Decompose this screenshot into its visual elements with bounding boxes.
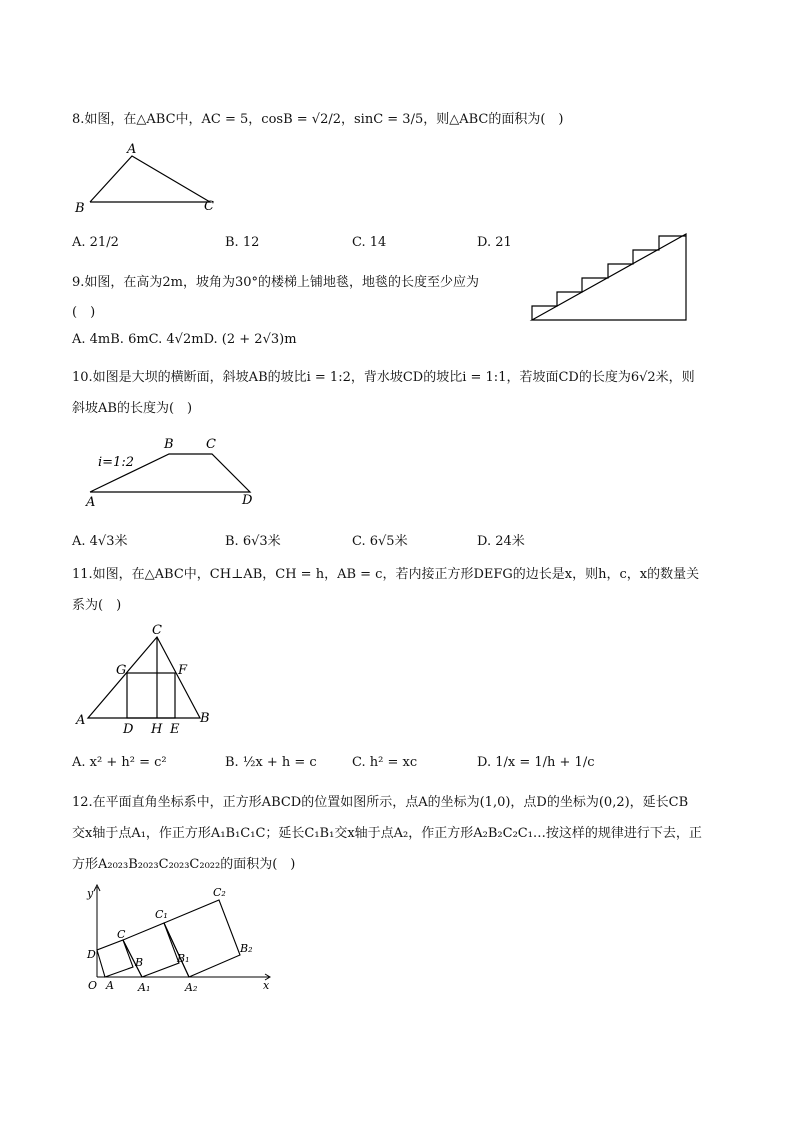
q12-label-c: C: [117, 928, 126, 941]
q11-label-d: D: [123, 722, 134, 737]
q10-dam-figure: [84, 432, 284, 512]
q11-triangle-square-figure: [74, 623, 224, 738]
q12-label-a: A: [106, 979, 114, 992]
q10-label-d: D: [242, 493, 253, 508]
q9-staircase-figure: [530, 232, 690, 322]
q12-label-o: O: [88, 979, 98, 992]
q8-triangle-figure: [70, 140, 230, 215]
q10-option-c: C. 6√5米: [352, 534, 408, 549]
q12-stem-line2: 交x轴于点A₁，作正方形A₁B₁C₁C；延长C₁B₁交x轴于点A₂，作正方形A₂B₂C₂C₁…按这样的规律进行下去，正: [72, 826, 702, 841]
q12-label-y: y: [87, 887, 94, 900]
q12-label-b2: B₂: [240, 942, 253, 955]
q11-label-h: H: [151, 722, 163, 737]
q12-label-a1: A₁: [138, 981, 151, 994]
q12-label-x: x: [263, 979, 270, 992]
q11-stem-line1: 11.如图，在△ABC中，CH⊥AB，CH = h，AB = c，若内接正方形DEFG的边长是x，则h，c，x的数量关: [72, 567, 700, 582]
q11-label-f: F: [178, 663, 188, 678]
q10-stem-line2: 斜坡AB的长度为( ): [72, 401, 193, 416]
q11-option-a: A. x² + h² = c²: [72, 755, 167, 770]
q12-coordinate-figure: [85, 883, 285, 998]
q11-label-a: A: [76, 713, 86, 728]
q10-label-a: A: [86, 495, 96, 510]
q11-label-g: G: [116, 663, 127, 678]
q12-label-b: B: [135, 956, 144, 969]
q10-option-a: A. 4√3米: [72, 534, 128, 549]
q11-stem-line2: 系为( ): [72, 598, 122, 613]
q8-option-c: C. 14: [352, 235, 387, 250]
q11-label-b: B: [200, 711, 210, 726]
q8-option-a: A. 21/2: [72, 235, 119, 250]
q10-option-d: D. 24米: [477, 534, 525, 549]
q10-stem-line1: 10.如图是大坝的横断面，斜坡AB的坡比i = 1:2，背水坡CD的坡比i = 1:1，若坡面CD的长度为6√2米，则: [72, 370, 695, 385]
q8-label-c: C: [204, 199, 214, 214]
q11-label-e: E: [170, 722, 180, 737]
q12-stem-line1: 12.在平面直角坐标系中，正方形ABCD的位置如图所示，点A的坐标为(1,0)，点D的坐标为(0,2)，延长CB: [72, 795, 689, 810]
q8-option-b: B. 12: [225, 235, 260, 250]
q11-option-c: C. h² = xc: [352, 755, 418, 770]
q9-options: A. 4mB. 6mC. 4√2mD. (2 + 2√3)m: [72, 332, 297, 347]
q12-label-a2: A₂: [185, 981, 198, 994]
q10-label-c: C: [206, 437, 216, 452]
q8-label-b: B: [75, 201, 85, 216]
q8-stem: 8.如图，在△ABC中，AC = 5，cosB = √2/2，sinC = 3/5，则△ABC的面积为( ): [72, 112, 564, 127]
q12-label-b1: B₁: [177, 952, 190, 965]
q12-label-c1: C₁: [155, 908, 168, 921]
q12-label-c2: C₂: [213, 886, 226, 899]
q11-option-d: D. 1/x = 1/h + 1/c: [477, 755, 595, 770]
q11-label-c: C: [152, 623, 162, 638]
q10-slope-label: i=1:2: [98, 455, 134, 470]
q9-stem-line2: ( ): [72, 305, 96, 320]
q10-label-b: B: [164, 437, 174, 452]
q11-option-b: B. ½x + h = c: [225, 755, 317, 770]
q8-label-a: A: [127, 142, 137, 157]
q9-stem-line1: 9.如图，在高为2m，坡角为30°的楼梯上铺地毯，地毯的长度至少应为: [72, 275, 480, 290]
q12-label-d: D: [87, 948, 96, 961]
q8-option-d: D. 21: [477, 235, 512, 250]
q10-option-b: B. 6√3米: [225, 534, 281, 549]
q12-stem-line3: 方形A₂₀₂₃B₂₀₂₃C₂₀₂₃C₂₀₂₂的面积为( ): [72, 857, 296, 872]
